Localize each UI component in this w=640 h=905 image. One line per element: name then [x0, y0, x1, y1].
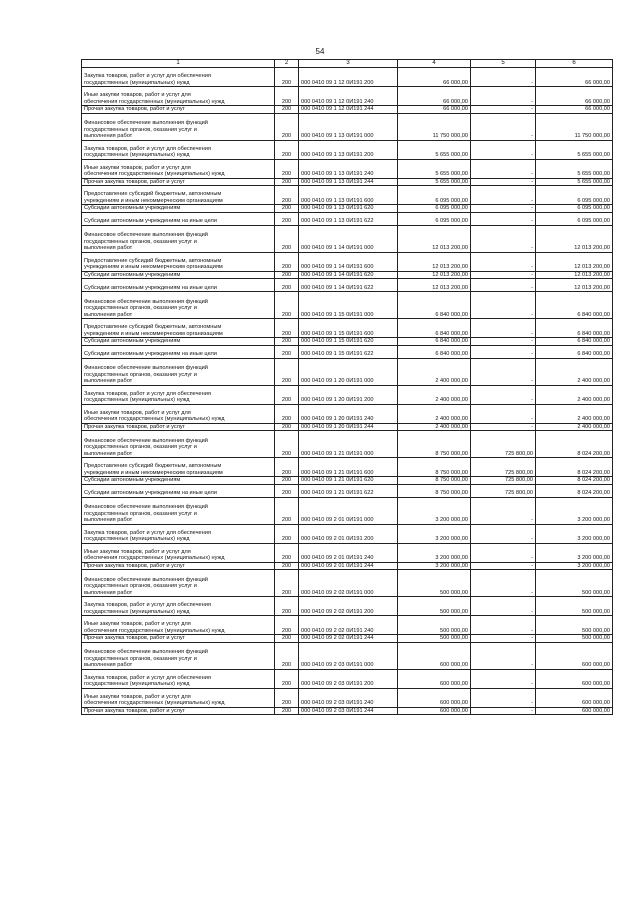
- executed-amount: -: [471, 358, 536, 385]
- row-description: Иные закупки товаров, работ и услуг для обеспечения государственных (муниципальных) нужд: [82, 543, 275, 562]
- remaining-amount: 3 200 000,00: [536, 524, 613, 543]
- table-row: [82, 252, 613, 271]
- table-row: [82, 225, 613, 252]
- remaining-amount: 3 200 000,00: [536, 497, 613, 524]
- remaining-amount: 6 095 000,00: [536, 212, 613, 225]
- row-description: Субсидии автономным учреждениям на иные цели: [82, 212, 275, 225]
- executed-amount: -: [471, 319, 536, 338]
- row-code: 200: [275, 271, 299, 279]
- approved-amount: 6 095 000,00: [398, 212, 471, 225]
- remaining-amount: 500 000,00: [536, 597, 613, 616]
- row-code: 200: [275, 669, 299, 688]
- row-code: 200: [275, 570, 299, 597]
- approved-amount: 12 013 200,00: [398, 252, 471, 271]
- approved-amount: 2 400 000,00: [398, 423, 471, 431]
- row-code: 200: [275, 404, 299, 423]
- table-row: [82, 159, 613, 178]
- row-description: Иные закупки товаров, работ и услуг для обеспечения государственных (муниципальных) нужд: [82, 87, 275, 106]
- budget-classification-code: 000 0410 09 2 02 0И191 000: [299, 570, 398, 597]
- row-code: 200: [275, 458, 299, 477]
- row-code: 200: [275, 597, 299, 616]
- approved-amount: 8 750 000,00: [398, 477, 471, 485]
- approved-amount: 6 840 000,00: [398, 345, 471, 358]
- budget-classification-code: 000 0410 09 1 13 0И191 620: [299, 205, 398, 213]
- approved-amount: 3 200 000,00: [398, 497, 471, 524]
- budget-classification-code: 000 0410 09 2 01 0И191 244: [299, 562, 398, 570]
- page-number: 54: [315, 47, 325, 56]
- row-description: Финансовое обеспечение выполнения функций государственных органов, оказания услуг и выполнения работ: [82, 642, 275, 669]
- row-code: 200: [275, 178, 299, 186]
- executed-amount: -: [471, 616, 536, 635]
- budget-classification-code: 000 0410 09 1 15 0И191 622: [299, 345, 398, 358]
- approved-amount: 11 750 000,00: [398, 113, 471, 140]
- remaining-amount: 5 655 000,00: [536, 178, 613, 186]
- row-description: Предоставление субсидий бюджетным, автономным учреждениям и иным некоммерческим организациям: [82, 252, 275, 271]
- budget-classification-code: 000 0410 09 1 20 0И191 200: [299, 385, 398, 404]
- table-row: [82, 87, 613, 106]
- budget-classification-code: 000 0410 09 1 21 0И191 600: [299, 458, 398, 477]
- row-code: 200: [275, 642, 299, 669]
- executed-amount: -: [471, 271, 536, 279]
- remaining-amount: 3 200 000,00: [536, 543, 613, 562]
- remaining-amount: 500 000,00: [536, 635, 613, 643]
- row-description: Субсидии автономным учреждениям: [82, 271, 275, 279]
- row-description: Прочая закупка товаров, работ и услуг: [82, 562, 275, 570]
- approved-amount: 600 000,00: [398, 707, 471, 715]
- remaining-amount: 8 024 200,00: [536, 484, 613, 497]
- approved-amount: 8 750 000,00: [398, 458, 471, 477]
- remaining-amount: 12 013 200,00: [536, 279, 613, 292]
- column-header: 5: [471, 60, 536, 68]
- row-code: 200: [275, 319, 299, 338]
- table-row: [82, 385, 613, 404]
- remaining-amount: 600 000,00: [536, 642, 613, 669]
- table-header-row: [82, 60, 613, 68]
- row-code: 200: [275, 616, 299, 635]
- row-description: Прочая закупка товаров, работ и услуг: [82, 106, 275, 114]
- table-row: [82, 669, 613, 688]
- row-code: 200: [275, 431, 299, 458]
- remaining-amount: 6 840 000,00: [536, 319, 613, 338]
- table-row: [82, 497, 613, 524]
- approved-amount: 6 840 000,00: [398, 319, 471, 338]
- row-code: 200: [275, 252, 299, 271]
- table-row: [82, 616, 613, 635]
- budget-classification-code: 000 0410 09 2 03 0И191 000: [299, 642, 398, 669]
- budget-table: [81, 59, 613, 715]
- row-description: Предоставление субсидий бюджетным, автономным учреждениям и иным некоммерческим организациям: [82, 186, 275, 205]
- row-code: 200: [275, 113, 299, 140]
- row-code: 200: [275, 186, 299, 205]
- budget-classification-code: 000 0410 09 2 01 0И191 200: [299, 524, 398, 543]
- row-code: 200: [275, 87, 299, 106]
- executed-amount: -: [471, 543, 536, 562]
- approved-amount: 2 400 000,00: [398, 404, 471, 423]
- row-description: Иные закупки товаров, работ и услуг для обеспечения государственных (муниципальных) нужд: [82, 159, 275, 178]
- executed-amount: -: [471, 642, 536, 669]
- table-row: [82, 642, 613, 669]
- table-row: [82, 140, 613, 159]
- executed-amount: -: [471, 279, 536, 292]
- budget-classification-code: 000 0410 09 2 02 0И191 200: [299, 597, 398, 616]
- budget-classification-code: 000 0410 09 1 14 0И191 620: [299, 271, 398, 279]
- approved-amount: 12 013 200,00: [398, 271, 471, 279]
- budget-classification-code: 000 0410 09 1 20 0И191 240: [299, 404, 398, 423]
- column-header: 6: [536, 60, 613, 68]
- row-code: 200: [275, 345, 299, 358]
- remaining-amount: 8 024 200,00: [536, 431, 613, 458]
- remaining-amount: 6 095 000,00: [536, 186, 613, 205]
- budget-classification-code: 000 0410 09 2 02 0И191 244: [299, 635, 398, 643]
- approved-amount: 8 750 000,00: [398, 484, 471, 497]
- row-code: 200: [275, 205, 299, 213]
- executed-amount: 725 800,00: [471, 458, 536, 477]
- approved-amount: 8 750 000,00: [398, 431, 471, 458]
- row-description: Иные закупки товаров, работ и услуг для обеспечения государственных (муниципальных) нужд: [82, 616, 275, 635]
- budget-classification-code: 000 0410 09 1 13 0И191 622: [299, 212, 398, 225]
- budget-classification-code: 000 0410 09 1 15 0И191 000: [299, 292, 398, 319]
- row-description: Закупка товаров, работ и услуг для обеспечения государственных (муниципальных) нужд: [82, 140, 275, 159]
- executed-amount: 725 800,00: [471, 431, 536, 458]
- row-description: Прочая закупка товаров, работ и услуг: [82, 707, 275, 715]
- row-description: Предоставление субсидий бюджетным, автономным учреждениям и иным некоммерческим организациям: [82, 319, 275, 338]
- table-row: [82, 212, 613, 225]
- budget-classification-code: 000 0410 09 1 14 0И191 622: [299, 279, 398, 292]
- executed-amount: -: [471, 570, 536, 597]
- table-row: [82, 524, 613, 543]
- column-header: 1: [82, 60, 275, 68]
- executed-amount: -: [471, 178, 536, 186]
- remaining-amount: 66 000,00: [536, 68, 613, 87]
- table-row: [82, 205, 613, 213]
- row-description: Субсидии автономным учреждениям: [82, 338, 275, 346]
- table-row: [82, 319, 613, 338]
- row-code: 200: [275, 477, 299, 485]
- remaining-amount: 8 024 200,00: [536, 477, 613, 485]
- table-row: [82, 562, 613, 570]
- table-row: [82, 113, 613, 140]
- remaining-amount: 11 750 000,00: [536, 113, 613, 140]
- budget-classification-code: 000 0410 09 1 15 0И191 600: [299, 319, 398, 338]
- remaining-amount: 5 655 000,00: [536, 140, 613, 159]
- executed-amount: -: [471, 212, 536, 225]
- remaining-amount: 12 013 200,00: [536, 271, 613, 279]
- remaining-amount: 12 013 200,00: [536, 252, 613, 271]
- row-description: Закупка товаров, работ и услуг для обеспечения государственных (муниципальных) нужд: [82, 385, 275, 404]
- approved-amount: 500 000,00: [398, 597, 471, 616]
- remaining-amount: 6 095 000,00: [536, 205, 613, 213]
- executed-amount: -: [471, 159, 536, 178]
- executed-amount: -: [471, 140, 536, 159]
- row-code: 200: [275, 106, 299, 114]
- row-code: 200: [275, 338, 299, 346]
- executed-amount: -: [471, 635, 536, 643]
- executed-amount: -: [471, 345, 536, 358]
- executed-amount: -: [471, 423, 536, 431]
- remaining-amount: 500 000,00: [536, 570, 613, 597]
- row-description: Финансовое обеспечение выполнения функций государственных органов, оказания услуг и выполнения работ: [82, 113, 275, 140]
- table-body: [82, 60, 613, 715]
- row-code: 200: [275, 225, 299, 252]
- remaining-amount: 2 400 000,00: [536, 358, 613, 385]
- row-code: 200: [275, 635, 299, 643]
- row-code: 200: [275, 423, 299, 431]
- column-header: 4: [398, 60, 471, 68]
- remaining-amount: 3 200 000,00: [536, 562, 613, 570]
- row-description: Субсидии автономным учреждениям: [82, 205, 275, 213]
- budget-classification-code: 000 0410 09 1 20 0И191 244: [299, 423, 398, 431]
- remaining-amount: 6 840 000,00: [536, 345, 613, 358]
- approved-amount: 3 200 000,00: [398, 562, 471, 570]
- approved-amount: 66 000,00: [398, 87, 471, 106]
- remaining-amount: 600 000,00: [536, 707, 613, 715]
- budget-classification-code: 000 0410 09 2 01 0И191 000: [299, 497, 398, 524]
- table-row: [82, 707, 613, 715]
- table-row: [82, 570, 613, 597]
- row-code: 200: [275, 212, 299, 225]
- budget-classification-code: 000 0410 09 1 14 0И191 600: [299, 252, 398, 271]
- executed-amount: -: [471, 497, 536, 524]
- remaining-amount: 600 000,00: [536, 688, 613, 707]
- budget-classification-code: 000 0410 09 1 21 0И191 620: [299, 477, 398, 485]
- table-row: [82, 688, 613, 707]
- budget-classification-code: 000 0410 09 1 13 0И191 244: [299, 178, 398, 186]
- table-row: [82, 423, 613, 431]
- remaining-amount: 2 400 000,00: [536, 423, 613, 431]
- row-code: 200: [275, 484, 299, 497]
- executed-amount: -: [471, 338, 536, 346]
- row-code: 200: [275, 688, 299, 707]
- table-row: [82, 458, 613, 477]
- executed-amount: 725 800,00: [471, 484, 536, 497]
- table-row: [82, 635, 613, 643]
- table-row: [82, 68, 613, 87]
- approved-amount: 600 000,00: [398, 669, 471, 688]
- approved-amount: 6 095 000,00: [398, 186, 471, 205]
- row-code: 200: [275, 543, 299, 562]
- table-row: [82, 404, 613, 423]
- approved-amount: 600 000,00: [398, 688, 471, 707]
- budget-classification-code: 000 0410 09 1 20 0И191 000: [299, 358, 398, 385]
- row-description: Прочая закупка товаров, работ и услуг: [82, 423, 275, 431]
- approved-amount: 500 000,00: [398, 570, 471, 597]
- executed-amount: -: [471, 106, 536, 114]
- budget-classification-code: 000 0410 09 1 12 0И191 244: [299, 106, 398, 114]
- table-row: [82, 358, 613, 385]
- budget-classification-code: 000 0410 09 2 02 0И191 240: [299, 616, 398, 635]
- row-description: Субсидии автономным учреждениям на иные цели: [82, 345, 275, 358]
- table-row: [82, 477, 613, 485]
- row-code: 200: [275, 524, 299, 543]
- executed-amount: -: [471, 292, 536, 319]
- table-row: [82, 178, 613, 186]
- row-description: Финансовое обеспечение выполнения функций государственных органов, оказания услуг и выполнения работ: [82, 292, 275, 319]
- executed-amount: -: [471, 524, 536, 543]
- budget-classification-code: 000 0410 09 1 12 0И191 240: [299, 87, 398, 106]
- row-description: Прочая закупка товаров, работ и услуг: [82, 635, 275, 643]
- row-code: 200: [275, 140, 299, 159]
- row-code: 200: [275, 562, 299, 570]
- budget-classification-code: 000 0410 09 1 12 0И191 200: [299, 68, 398, 87]
- remaining-amount: 8 024 200,00: [536, 458, 613, 477]
- column-header: 3: [299, 60, 398, 68]
- table-row: [82, 271, 613, 279]
- executed-amount: -: [471, 87, 536, 106]
- approved-amount: 2 400 000,00: [398, 385, 471, 404]
- approved-amount: 6 840 000,00: [398, 292, 471, 319]
- executed-amount: -: [471, 205, 536, 213]
- approved-amount: 12 013 200,00: [398, 225, 471, 252]
- table-row: [82, 106, 613, 114]
- table-row: [82, 597, 613, 616]
- remaining-amount: 2 400 000,00: [536, 404, 613, 423]
- approved-amount: 66 000,00: [398, 68, 471, 87]
- row-description: Финансовое обеспечение выполнения функций государственных органов, оказания услуг и выполнения работ: [82, 431, 275, 458]
- budget-classification-code: 000 0410 09 2 03 0И191 240: [299, 688, 398, 707]
- executed-amount: -: [471, 562, 536, 570]
- table-row: [82, 345, 613, 358]
- row-code: 200: [275, 292, 299, 319]
- row-description: Предоставление субсидий бюджетным, автономным учреждениям и иным некоммерческим организациям: [82, 458, 275, 477]
- approved-amount: 5 655 000,00: [398, 140, 471, 159]
- row-code: 200: [275, 385, 299, 404]
- approved-amount: 600 000,00: [398, 642, 471, 669]
- remaining-amount: 5 655 000,00: [536, 159, 613, 178]
- row-description: Закупка товаров, работ и услуг для обеспечения государственных (муниципальных) нужд: [82, 669, 275, 688]
- row-description: Финансовое обеспечение выполнения функций государственных органов, оказания услуг и выполнения работ: [82, 358, 275, 385]
- row-description: Субсидии автономным учреждениям на иные цели: [82, 484, 275, 497]
- remaining-amount: 500 000,00: [536, 616, 613, 635]
- row-description: Иные закупки товаров, работ и услуг для обеспечения государственных (муниципальных) нужд: [82, 404, 275, 423]
- row-description: Закупка товаров, работ и услуг для обеспечения государственных (муниципальных) нужд: [82, 524, 275, 543]
- table-row: [82, 431, 613, 458]
- row-code: 200: [275, 707, 299, 715]
- table-row: [82, 279, 613, 292]
- budget-classification-code: 000 0410 09 1 14 0И191 000: [299, 225, 398, 252]
- approved-amount: 12 013 200,00: [398, 279, 471, 292]
- remaining-amount: 12 013 200,00: [536, 225, 613, 252]
- approved-amount: 3 200 000,00: [398, 524, 471, 543]
- row-code: 200: [275, 279, 299, 292]
- executed-amount: -: [471, 404, 536, 423]
- approved-amount: 5 655 000,00: [398, 159, 471, 178]
- remaining-amount: 6 840 000,00: [536, 292, 613, 319]
- budget-classification-code: 000 0410 09 2 01 0И191 240: [299, 543, 398, 562]
- row-code: 200: [275, 159, 299, 178]
- executed-amount: -: [471, 707, 536, 715]
- approved-amount: 500 000,00: [398, 616, 471, 635]
- row-description: Субсидии автономным учреждениям на иные цели: [82, 279, 275, 292]
- remaining-amount: 66 000,00: [536, 87, 613, 106]
- table-row: [82, 186, 613, 205]
- row-code: 200: [275, 497, 299, 524]
- executed-amount: -: [471, 186, 536, 205]
- remaining-amount: 6 840 000,00: [536, 338, 613, 346]
- table-row: [82, 292, 613, 319]
- executed-amount: -: [471, 597, 536, 616]
- column-header: 2: [275, 60, 299, 68]
- row-description: Закупка товаров, работ и услуг для обеспечения государственных (муниципальных) нужд: [82, 597, 275, 616]
- row-description: Финансовое обеспечение выполнения функций государственных органов, оказания услуг и выполнения работ: [82, 225, 275, 252]
- executed-amount: -: [471, 385, 536, 404]
- executed-amount: -: [471, 669, 536, 688]
- row-description: Закупка товаров, работ и услуг для обеспечения государственных (муниципальных) нужд: [82, 68, 275, 87]
- approved-amount: 2 400 000,00: [398, 358, 471, 385]
- approved-amount: 66 000,00: [398, 106, 471, 114]
- row-description: Финансовое обеспечение выполнения функций государственных органов, оказания услуг и выполнения работ: [82, 570, 275, 597]
- budget-classification-code: 000 0410 09 1 21 0И191 622: [299, 484, 398, 497]
- budget-classification-code: 000 0410 09 2 03 0И191 200: [299, 669, 398, 688]
- row-code: 200: [275, 358, 299, 385]
- row-description: Прочая закупка товаров, работ и услуг: [82, 178, 275, 186]
- budget-classification-code: 000 0410 09 1 15 0И191 620: [299, 338, 398, 346]
- executed-amount: -: [471, 252, 536, 271]
- budget-classification-code: 000 0410 09 1 13 0И191 000: [299, 113, 398, 140]
- remaining-amount: 66 000,00: [536, 106, 613, 114]
- executed-amount: -: [471, 688, 536, 707]
- executed-amount: -: [471, 225, 536, 252]
- budget-classification-code: 000 0410 09 1 13 0И191 240: [299, 159, 398, 178]
- row-description: Иные закупки товаров, работ и услуг для обеспечения государственных (муниципальных) нужд: [82, 688, 275, 707]
- approved-amount: 5 655 000,00: [398, 178, 471, 186]
- table-row: [82, 484, 613, 497]
- table-row: [82, 543, 613, 562]
- budget-classification-code: 000 0410 09 1 13 0И191 600: [299, 186, 398, 205]
- approved-amount: 500 000,00: [398, 635, 471, 643]
- executed-amount: 725 800,00: [471, 477, 536, 485]
- remaining-amount: 600 000,00: [536, 669, 613, 688]
- row-description: Финансовое обеспечение выполнения функций государственных органов, оказания услуг и выполнения работ: [82, 497, 275, 524]
- approved-amount: 6 840 000,00: [398, 338, 471, 346]
- budget-classification-code: 000 0410 09 2 03 0И191 244: [299, 707, 398, 715]
- row-code: 200: [275, 68, 299, 87]
- row-description: Субсидии автономным учреждениям: [82, 477, 275, 485]
- budget-classification-code: 000 0410 09 1 13 0И191 200: [299, 140, 398, 159]
- approved-amount: 6 095 000,00: [398, 205, 471, 213]
- table-row: [82, 338, 613, 346]
- remaining-amount: 2 400 000,00: [536, 385, 613, 404]
- executed-amount: -: [471, 113, 536, 140]
- executed-amount: -: [471, 68, 536, 87]
- budget-classification-code: 000 0410 09 1 21 0И191 000: [299, 431, 398, 458]
- approved-amount: 3 200 000,00: [398, 543, 471, 562]
